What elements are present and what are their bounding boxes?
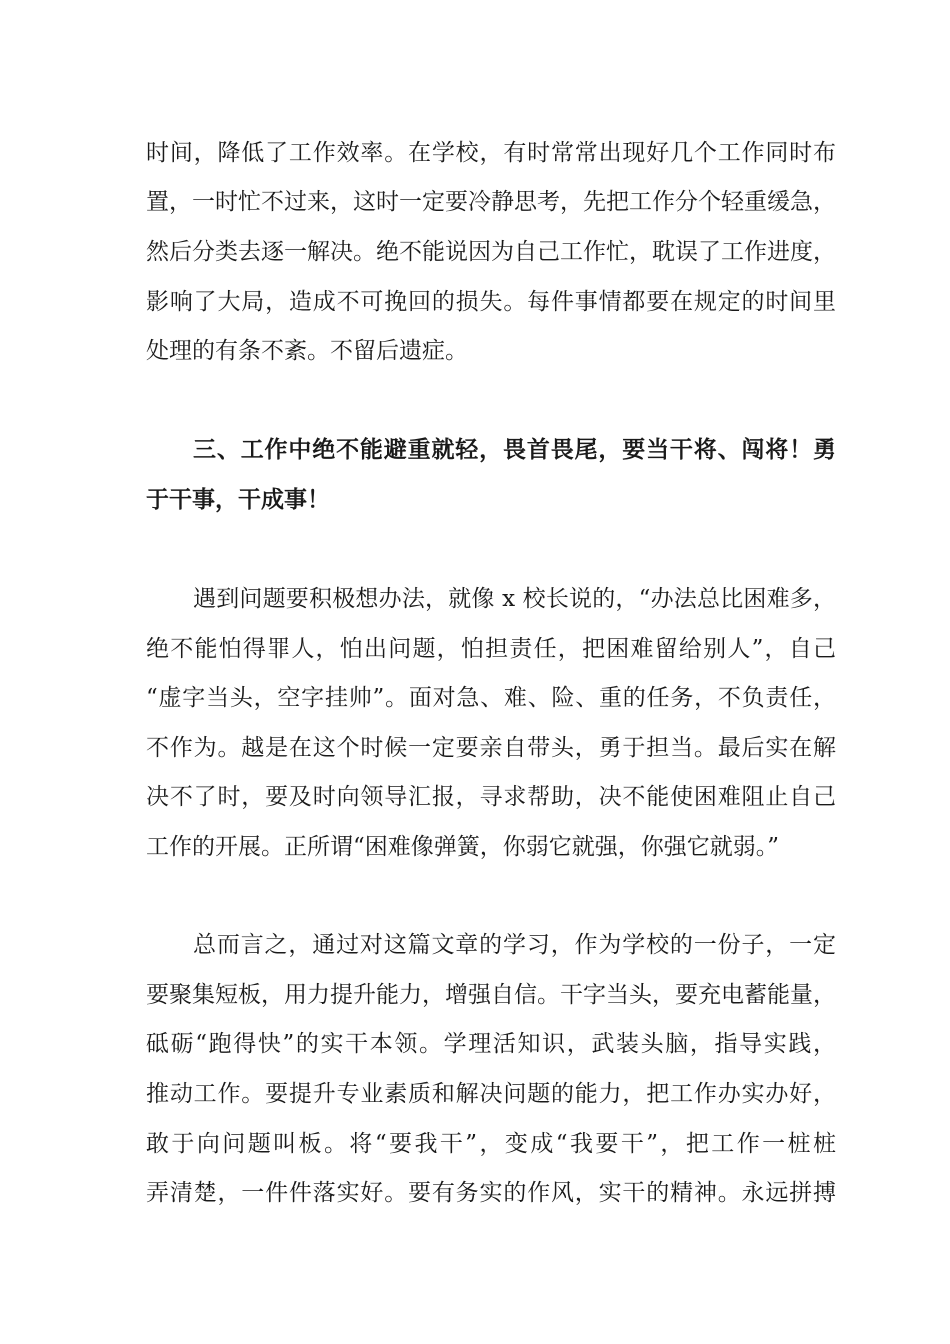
text-line: 遇到问题要积极想办法，就像 x 校长说的，“办法总比困难多，	[193, 586, 836, 612]
text-line: 推动工作。要提升专业素质和解决问题的能力，把工作办实办好，	[146, 1081, 836, 1107]
text-line: 不作为。越是在这个时候一定要亲自带头，勇于担当。最后实在解	[146, 735, 836, 761]
text-line: 处理的有条不紊。不留后遗症。	[146, 338, 468, 364]
section-heading: 于干事，干成事！	[146, 486, 330, 513]
text-line: 工作的开展。正所谓“困难像弹簧，你弱它就强，你强它就弱。”	[146, 834, 780, 860]
text-line: 决不了时，要及时向领导汇报，寻求帮助，决不能使困难阻止自己	[146, 784, 836, 810]
text-line: 弄清楚，一件件落实好。要有务实的作风，实干的精神。永远拼搏	[146, 1180, 836, 1206]
text-line: 置，一时忙不过来，这时一定要冷静思考，先把工作分个轻重缓急，	[146, 189, 836, 215]
text-line: “虚字当头，空字挂帅”。面对急、难、险、重的任务，不负责任，	[146, 685, 836, 711]
text-line: 然后分类去逐一解决。绝不能说因为自己工作忙，耽误了工作进度，	[146, 239, 836, 265]
text-line: 敢于向问题叫板。将“要我干”，变成“我要干”，把工作一桩桩	[146, 1131, 836, 1157]
text-line: 砥砺“跑得快”的实干本领。学理活知识，武装头脑，指导实践，	[146, 1031, 836, 1057]
section-heading: 三、工作中绝不能避重就轻，畏首畏尾，要当干将、闯将！勇	[193, 436, 836, 463]
text-line: 绝不能怕得罪人，怕出问题，怕担责任，把困难留给别人”，自己	[146, 636, 836, 662]
text-line: 要聚集短板，用力提升能力，增强自信。干字当头，要充电蓄能量，	[146, 982, 836, 1008]
text-line: 影响了大局，造成不可挽回的损失。每件事情都要在规定的时间里	[146, 289, 836, 315]
text-line: 时间，降低了工作效率。在学校，有时常常出现好几个工作同时布	[146, 140, 836, 166]
text-line: 总而言之，通过对这篇文章的学习，作为学校的一份子，一定	[193, 932, 836, 958]
